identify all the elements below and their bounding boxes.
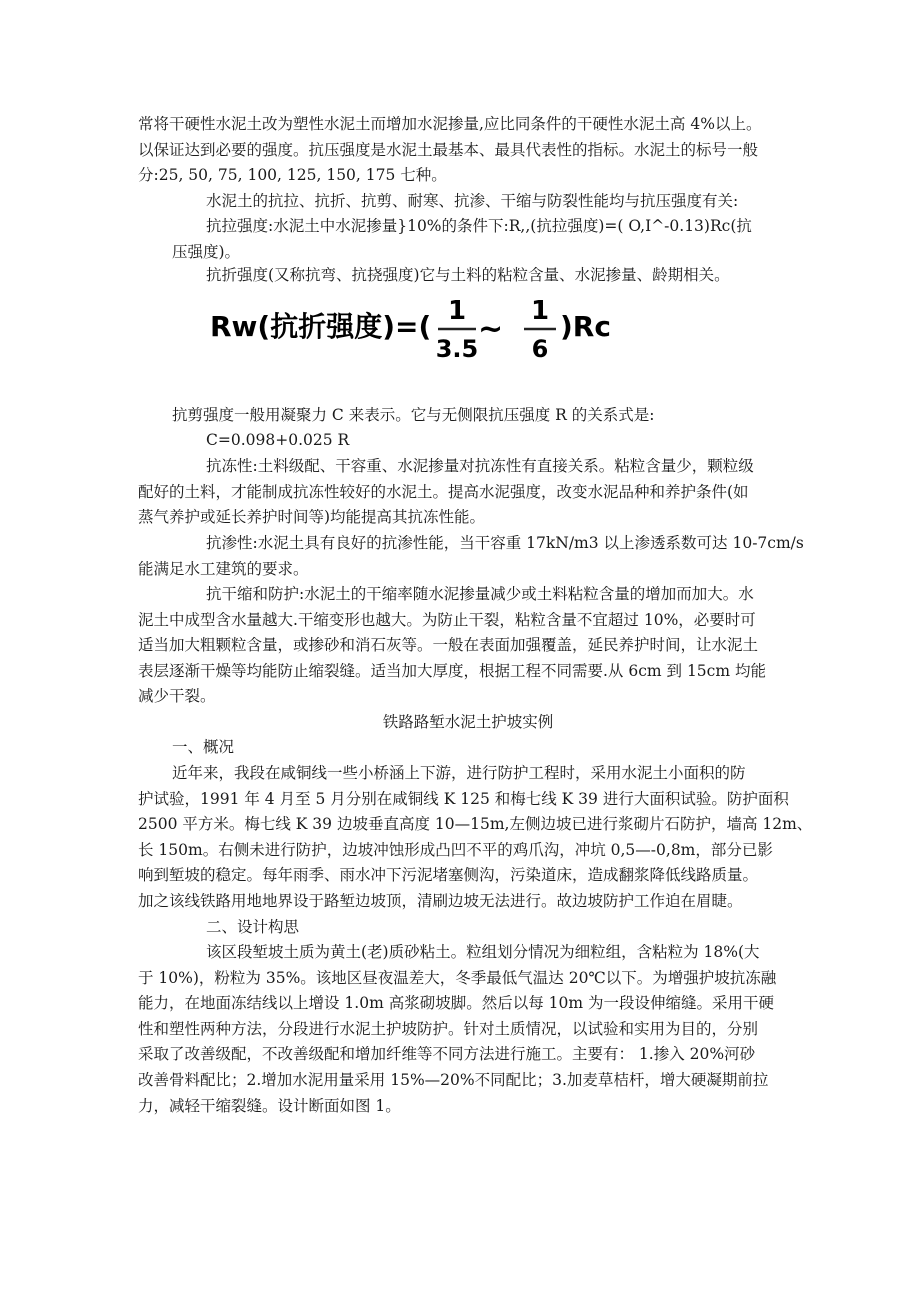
text-line: 改善骨料配比；2.增加水泥用量采用 15%—20%不同配比；3.加麦草桔杆，增大硬凝期前拉 [138,1070,769,1089]
paragraph-standard-grades [138,112,798,189]
text-line: 抗拉强度:水泥土中水泥掺量}10%的条件下:R,,(抗拉强度)=( O,I^-0.13)Rc(抗 [206,217,752,235]
text-line: 水泥土的抗拉、抗折、抗剪、耐寒、抗渗、干缩与防裂性能均与抗压强度有关: [206,192,739,210]
text-line: 蒸气养护或延长养护时间等)均能提高其抗冻性能。 [138,508,486,527]
paragraph-impermeability [138,531,804,582]
text-line: 长 150m。右侧未进行防护，边坡冲蚀形成凸凹不平的鸡爪沟，冲坑 0,5—-0,8m，部分已影 [138,840,773,859]
text-line: 抗冻性:土料级配、干容重、水泥掺量对抗冻性有直接关系。粘粒含量少，颗粒级 [206,457,754,475]
text-line: 加之该线铁路用地地界设于路堑边坡顶，清刷边坡无法进行。故边坡防护工作迫在眉睫。 [138,891,743,910]
paragraph-design-concept [138,940,798,1119]
text-line: 近年来，我段在咸铜线一些小桥涵上下游，进行防护工程时，采用水泥土小面积的防 [172,764,746,782]
text-line: 于 10%)，粉粒为 35%。该地区昼夜温差大，冬季最低气温达 20℃以下。为增强护坡抗冻融 [138,968,777,987]
text-line: 分:25, 50, 75, 100, 125, 150, 175 七种。 [138,166,447,185]
text-line: 性和塑性两种方法，分段进行水泥土护坡防护。针对土质情况，以试验和实用为目的，分别 [138,1019,759,1038]
paragraph-properties-intro [138,189,798,215]
formula-tilde: ~ [478,312,504,347]
text-line: 配好的土料，才能制成抗冻性较好的水泥土。提高水泥强度，改变水泥品种和养护条件(如 [138,482,749,501]
text-line: 表层逐渐干燥等均能防止缩裂缝。适当加大厚度，根据工程不同需要.从 6cm 到 15cm 均能 [138,661,766,680]
shear-formula [138,428,798,454]
paragraph-overview [138,761,813,915]
text-line: 减少干裂。 [138,687,216,706]
text-line: 该区段堑坡土质为黄土(老)质砂粘土。粒组划分情况为细粒组，含粘粒为 18%(大 [206,943,760,961]
paragraph-shear-strength [138,403,798,429]
text-line: 采取了改善级配，不改善级配和增加纤维等不同方法进行施工。主要有： 1.掺入 20%河砂 [138,1045,756,1064]
formula-denominator-1: 3.5 [435,335,479,362]
formula-lhs: Rw(抗折强度)=( [210,310,432,343]
paragraph-tensile-strength [138,214,798,265]
text-line: 能满足水工建筑的要求。 [138,559,309,578]
paragraph-shrinkage [138,582,798,710]
text-line: C=0.098+0.025 R [206,431,350,449]
text-line: 泥土中成型含水量越大.干缩变形也越大。为防止干裂，粘粒含量不宜超过 10%，必要时可 [138,610,756,629]
section-title: 铁路路堑水泥土护坡实例 [382,713,554,731]
text-line: 适当加大粗颗粒含量，或掺砂和消石灰等。一般在表面加强覆盖，延民养护时间，让水泥土 [138,636,759,655]
formula-numerator-1: 1 [447,296,467,326]
text-line: 能力，在地面冻结线以上增设 1.0m 高浆砌坡脚。然后以每 10m 为一段设伸缩缝。采用干硬 [138,994,774,1013]
formula-rhs: )Rc [560,310,611,343]
text-line: 2500 平方米。梅七线 K 39 边坡垂直高度 10—15m,左侧边坡已进行浆砌片石防护，墙高 12m、 [138,815,813,834]
text-line: 护试验，1991 年 4 月至 5 月分别在咸铜线 K 125 和梅七线 K 39 进行大面积试验。防护面积 [138,789,789,808]
formula-numerator-2: 1 [530,296,550,326]
flexural-strength-formula [210,292,630,362]
paragraph-flexural-strength [138,263,798,289]
text-line: 抗渗性:水泥土具有良好的抗渗性能，当干容重 17kN/m3 以上渗透系数可达 10-7cm/s [206,534,804,552]
text-line: 常将干硬性水泥土改为塑性水泥土而增加水泥掺量,应比同条件的干硬性水泥土高 4%以上。 [138,115,762,133]
text-line: 力，减轻干缩裂缝。设计断面如图 1。 [138,1096,401,1115]
text-line: 抗干缩和防护:水泥土的干缩率随水泥掺量减少或土料粘粒含量的增加而加大。水 [206,585,754,603]
text-line: 抗折强度(又称抗弯、抗挠强度)它与土料的粘粒含量、水泥掺量、龄期相关。 [206,266,730,284]
text-line: 抗剪强度一般用凝聚力 C 来表示。它与无侧限抗压强度 R 的关系式是: [172,406,655,424]
heading-design-concept: 二、设计构思 [206,918,300,936]
heading-overview: 一、概况 [172,738,235,756]
formula-denominator-2: 6 [531,335,549,362]
text-line: 响到堑坡的稳定。每年雨季、雨水冲下污泥堵塞侧沟，污染道床，造成翻浆降低线路质量。 [138,866,759,885]
text-line: 压强度)。 [172,242,241,261]
text-line: 以保证达到必要的强度。抗压强度是水泥土最基本、最具代表性的指标。水泥土的标号一般 [138,140,759,159]
paragraph-frost-resistance [138,454,798,531]
